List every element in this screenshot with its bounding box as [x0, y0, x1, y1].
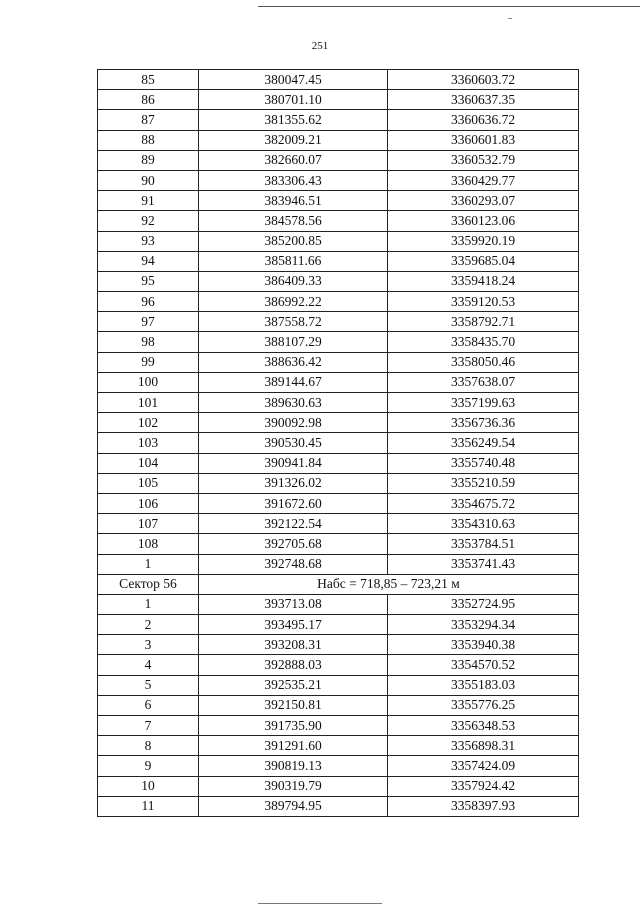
- table-row: [98, 736, 579, 756]
- top-rule: [258, 6, 640, 7]
- y-coordinate-cell: 3356736.36: [388, 413, 579, 433]
- point-number-cell: 91: [98, 191, 199, 211]
- y-coordinate-cell: 3356348.53: [388, 716, 579, 736]
- table-row: [98, 393, 579, 413]
- page-number: 251: [311, 40, 329, 52]
- point-number-cell: 93: [98, 231, 199, 251]
- point-number-cell: 100: [98, 372, 199, 392]
- y-coordinate-cell: 3355776.25: [388, 695, 579, 715]
- point-number-cell: 98: [98, 332, 199, 352]
- y-coordinate-cell: 3355210.59: [388, 473, 579, 493]
- point-number-cell: 92: [98, 211, 199, 231]
- table-row: [98, 352, 579, 372]
- point-number-cell: 106: [98, 493, 199, 513]
- point-number-cell: 7: [98, 716, 199, 736]
- point-number-cell: 94: [98, 251, 199, 271]
- point-number-cell: 99: [98, 352, 199, 372]
- x-coordinate-cell: 380047.45: [199, 70, 388, 90]
- point-number-cell: 108: [98, 534, 199, 554]
- table-row: [98, 594, 579, 614]
- table-row: [98, 776, 579, 796]
- x-coordinate-cell: 387558.72: [199, 312, 388, 332]
- x-coordinate-cell: 385200.85: [199, 231, 388, 251]
- x-coordinate-cell: 388636.42: [199, 352, 388, 372]
- y-coordinate-cell: 3354570.52: [388, 655, 579, 675]
- coordinates-table-body: [98, 70, 579, 817]
- x-coordinate-cell: 385811.66: [199, 251, 388, 271]
- sector-label: Сектор 56: [98, 574, 199, 594]
- table-row: [98, 211, 579, 231]
- point-number-cell: 90: [98, 170, 199, 190]
- x-coordinate-cell: 390092.98: [199, 413, 388, 433]
- table-row: [98, 271, 579, 291]
- table-row: [98, 231, 579, 251]
- y-coordinate-cell: 3353940.38: [388, 635, 579, 655]
- sector-elevation-note: Набс = 718,85 – 723,21 м: [199, 574, 579, 594]
- table-row: [98, 90, 579, 110]
- point-number-cell: 103: [98, 433, 199, 453]
- y-coordinate-cell: 3357199.63: [388, 393, 579, 413]
- table-row: [98, 473, 579, 493]
- point-number-cell: 2: [98, 615, 199, 635]
- table-row: [98, 170, 579, 190]
- table-row: [98, 372, 579, 392]
- table-row: [98, 312, 579, 332]
- x-coordinate-cell: 390941.84: [199, 453, 388, 473]
- y-coordinate-cell: 3357638.07: [388, 372, 579, 392]
- point-number-cell: 1: [98, 594, 199, 614]
- y-coordinate-cell: 3357424.09: [388, 756, 579, 776]
- point-number-cell: 89: [98, 150, 199, 170]
- x-coordinate-cell: 391326.02: [199, 473, 388, 493]
- table-row: [98, 251, 579, 271]
- scan-mark: [508, 18, 512, 19]
- table-row: [98, 534, 579, 554]
- point-number-cell: 10: [98, 776, 199, 796]
- point-number-cell: 86: [98, 90, 199, 110]
- y-coordinate-cell: 3359120.53: [388, 292, 579, 312]
- x-coordinate-cell: 391735.90: [199, 716, 388, 736]
- y-coordinate-cell: 3360637.35: [388, 90, 579, 110]
- x-coordinate-cell: 393713.08: [199, 594, 388, 614]
- table-row: [98, 695, 579, 715]
- coordinates-table: [97, 69, 579, 817]
- x-coordinate-cell: 389794.95: [199, 796, 388, 816]
- x-coordinate-cell: 380701.10: [199, 90, 388, 110]
- bottom-rule: [258, 903, 382, 904]
- x-coordinate-cell: 393495.17: [199, 615, 388, 635]
- point-number-cell: 85: [98, 70, 199, 90]
- y-coordinate-cell: 3354310.63: [388, 514, 579, 534]
- x-coordinate-cell: 391672.60: [199, 493, 388, 513]
- table-row: [98, 493, 579, 513]
- y-coordinate-cell: 3356249.54: [388, 433, 579, 453]
- y-coordinate-cell: 3360603.72: [388, 70, 579, 90]
- x-coordinate-cell: 382009.21: [199, 130, 388, 150]
- y-coordinate-cell: 3358050.46: [388, 352, 579, 372]
- point-number-cell: 8: [98, 736, 199, 756]
- point-number-cell: 3: [98, 635, 199, 655]
- y-coordinate-cell: 3356898.31: [388, 736, 579, 756]
- x-coordinate-cell: 393208.31: [199, 635, 388, 655]
- table-row: [98, 150, 579, 170]
- table-row: [98, 675, 579, 695]
- table-row: [98, 292, 579, 312]
- table-row: [98, 130, 579, 150]
- x-coordinate-cell: 386409.33: [199, 271, 388, 291]
- y-coordinate-cell: 3354675.72: [388, 493, 579, 513]
- x-coordinate-cell: 392748.68: [199, 554, 388, 574]
- y-coordinate-cell: 3358397.93: [388, 796, 579, 816]
- point-number-cell: 6: [98, 695, 199, 715]
- x-coordinate-cell: 381355.62: [199, 110, 388, 130]
- table-row: [98, 655, 579, 675]
- table-row: [98, 796, 579, 816]
- point-number-cell: 107: [98, 514, 199, 534]
- sector-header-row: [98, 574, 579, 594]
- point-number-cell: 101: [98, 393, 199, 413]
- y-coordinate-cell: 3353741.43: [388, 554, 579, 574]
- table-row: [98, 70, 579, 90]
- table-row: [98, 635, 579, 655]
- y-coordinate-cell: 3360429.77: [388, 170, 579, 190]
- x-coordinate-cell: 383306.43: [199, 170, 388, 190]
- point-number-cell: 102: [98, 413, 199, 433]
- y-coordinate-cell: 3360293.07: [388, 191, 579, 211]
- x-coordinate-cell: 392535.21: [199, 675, 388, 695]
- y-coordinate-cell: 3358792.71: [388, 312, 579, 332]
- y-coordinate-cell: 3360123.06: [388, 211, 579, 231]
- x-coordinate-cell: 386992.22: [199, 292, 388, 312]
- table-row: [98, 514, 579, 534]
- point-number-cell: 9: [98, 756, 199, 776]
- x-coordinate-cell: 383946.51: [199, 191, 388, 211]
- point-number-cell: 95: [98, 271, 199, 291]
- x-coordinate-cell: 390530.45: [199, 433, 388, 453]
- point-number-cell: 5: [98, 675, 199, 695]
- y-coordinate-cell: 3359418.24: [388, 271, 579, 291]
- y-coordinate-cell: 3359685.04: [388, 251, 579, 271]
- x-coordinate-cell: 390819.13: [199, 756, 388, 776]
- table-row: [98, 554, 579, 574]
- y-coordinate-cell: 3359920.19: [388, 231, 579, 251]
- y-coordinate-cell: 3355183.03: [388, 675, 579, 695]
- y-coordinate-cell: 3352724.95: [388, 594, 579, 614]
- point-number-cell: 104: [98, 453, 199, 473]
- y-coordinate-cell: 3360636.72: [388, 110, 579, 130]
- table-row: [98, 615, 579, 635]
- y-coordinate-cell: 3360532.79: [388, 150, 579, 170]
- point-number-cell: 88: [98, 130, 199, 150]
- point-number-cell: 97: [98, 312, 199, 332]
- table-row: [98, 716, 579, 736]
- y-coordinate-cell: 3353294.34: [388, 615, 579, 635]
- x-coordinate-cell: 388107.29: [199, 332, 388, 352]
- x-coordinate-cell: 389630.63: [199, 393, 388, 413]
- table-row: [98, 453, 579, 473]
- y-coordinate-cell: 3355740.48: [388, 453, 579, 473]
- point-number-cell: 87: [98, 110, 199, 130]
- table-row: [98, 756, 579, 776]
- y-coordinate-cell: 3358435.70: [388, 332, 579, 352]
- point-number-cell: 4: [98, 655, 199, 675]
- point-number-cell: 11: [98, 796, 199, 816]
- x-coordinate-cell: 389144.67: [199, 372, 388, 392]
- x-coordinate-cell: 384578.56: [199, 211, 388, 231]
- table-row: [98, 433, 579, 453]
- table-row: [98, 413, 579, 433]
- y-coordinate-cell: 3360601.83: [388, 130, 579, 150]
- y-coordinate-cell: 3357924.42: [388, 776, 579, 796]
- x-coordinate-cell: 392150.81: [199, 695, 388, 715]
- x-coordinate-cell: 391291.60: [199, 736, 388, 756]
- x-coordinate-cell: 390319.79: [199, 776, 388, 796]
- x-coordinate-cell: 392705.68: [199, 534, 388, 554]
- table-row: [98, 332, 579, 352]
- x-coordinate-cell: 382660.07: [199, 150, 388, 170]
- point-number-cell: 96: [98, 292, 199, 312]
- table-row: [98, 191, 579, 211]
- x-coordinate-cell: 392888.03: [199, 655, 388, 675]
- y-coordinate-cell: 3353784.51: [388, 534, 579, 554]
- table-row: [98, 110, 579, 130]
- x-coordinate-cell: 392122.54: [199, 514, 388, 534]
- point-number-cell: 1: [98, 554, 199, 574]
- point-number-cell: 105: [98, 473, 199, 493]
